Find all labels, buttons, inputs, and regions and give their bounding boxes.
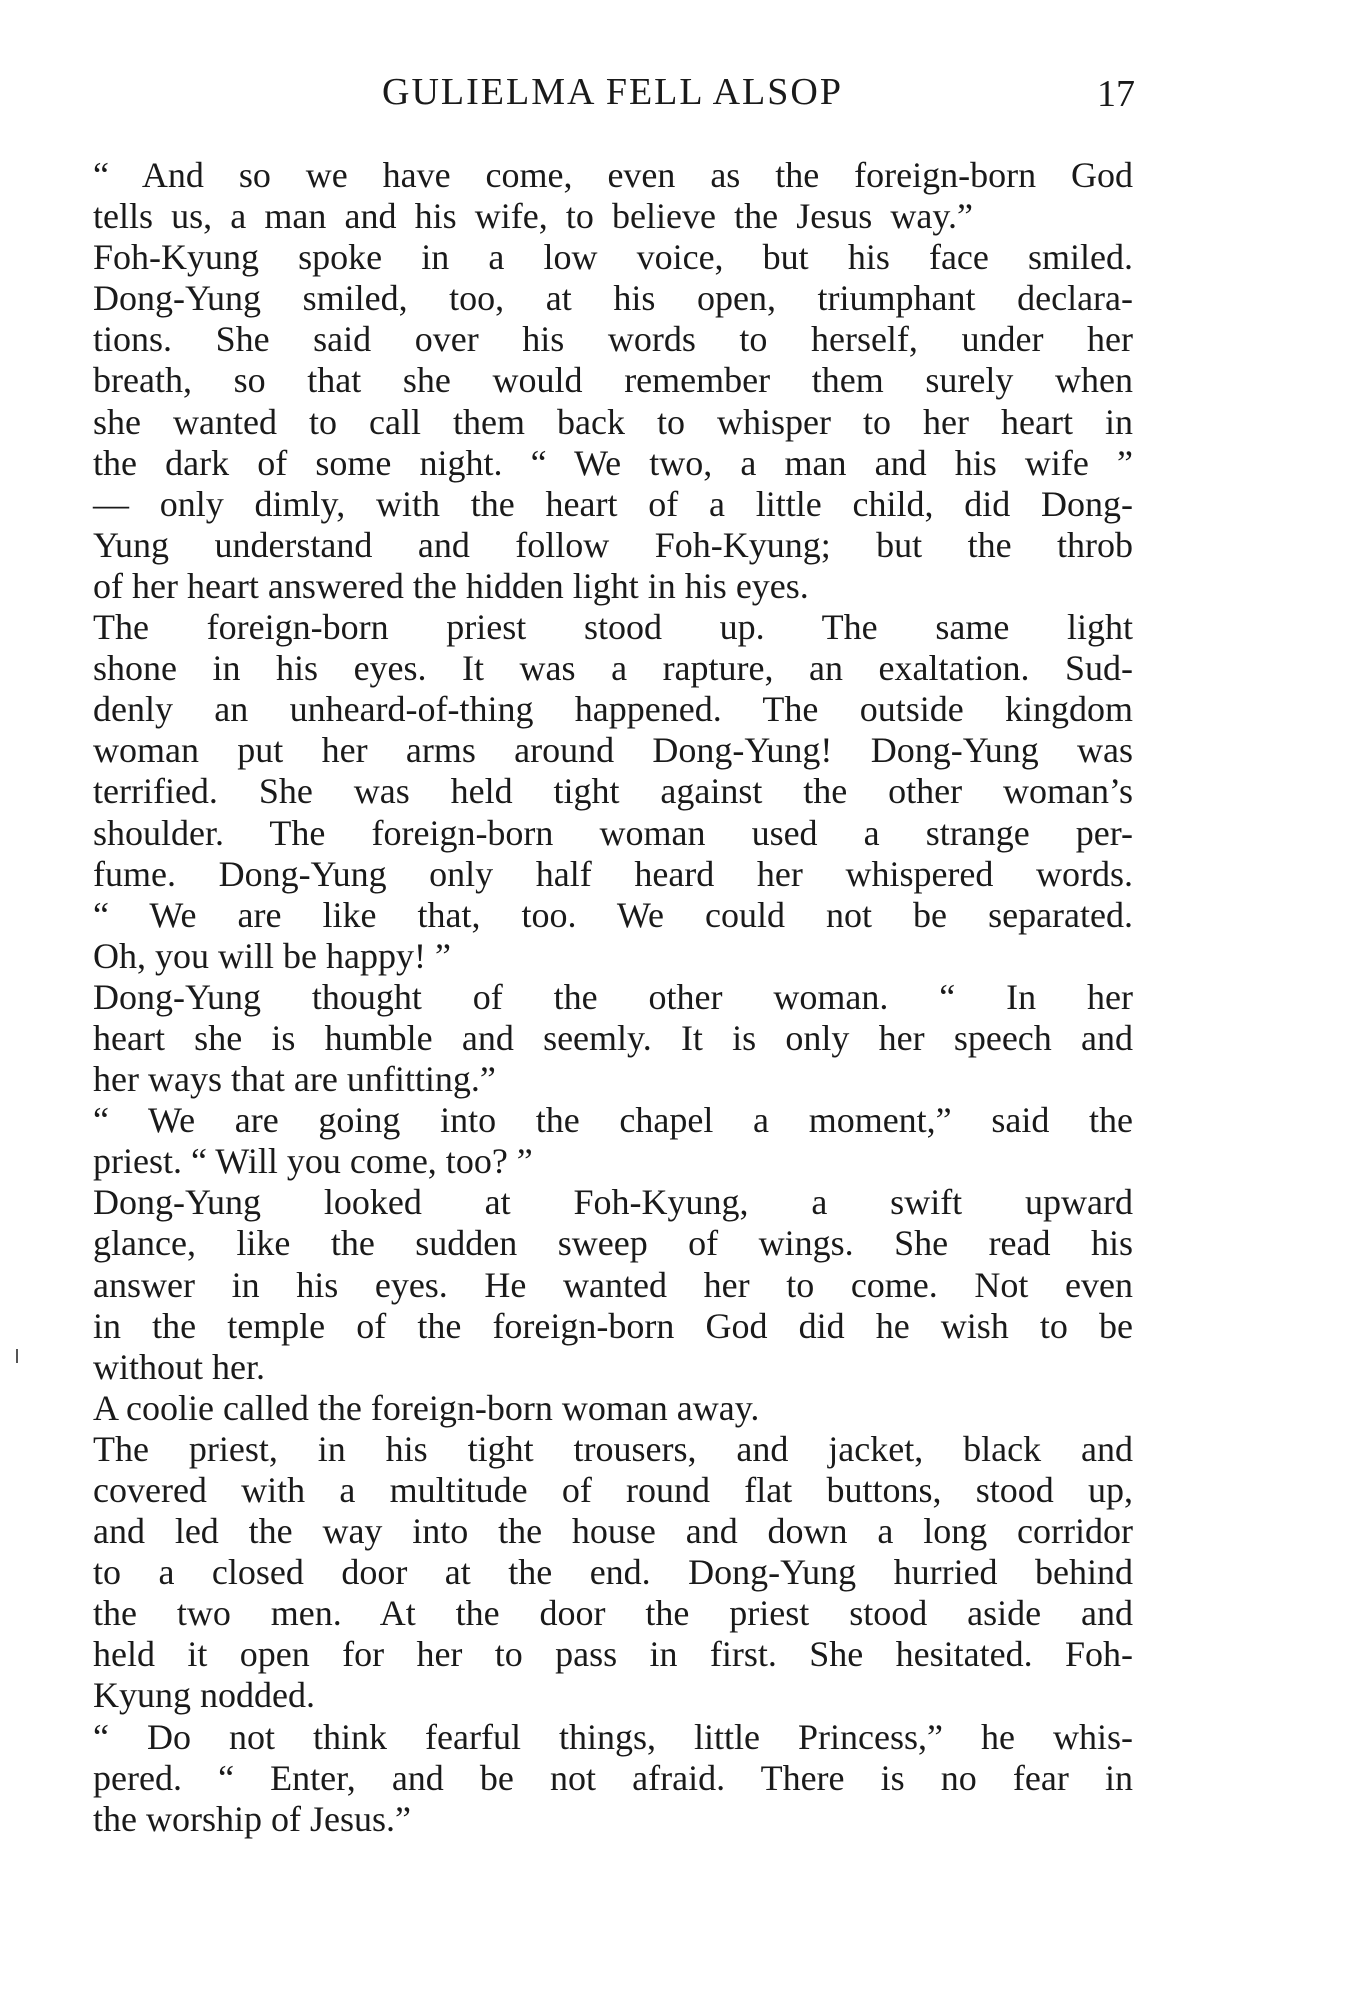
text-line: The priest, in his tight trousers, and jacket, black and xyxy=(93,1428,1133,1469)
text-line: heart she is humble and seemly. It is only her speech and xyxy=(93,1017,1133,1058)
text-line: terrified. She was held tight against the other woman’s xyxy=(93,771,1133,812)
page-number: 17 xyxy=(1097,73,1135,115)
text-line: fume. Dong-Yung only half heard her whispered words. xyxy=(93,853,1133,894)
text-line: Dong-Yung looked at Foh-Kyung, a swift upward xyxy=(93,1182,1133,1223)
text-line: “ We are like that, too. We could not be separated. xyxy=(93,894,1133,935)
text-line: she wanted to call them back to whisper to her heart in xyxy=(93,401,1133,442)
text-line: tions. She said over his words to herself, under her xyxy=(93,319,1133,360)
text-line: covered with a multitude of round flat buttons, stood up, xyxy=(93,1470,1133,1510)
text-line: priest. “ Will you come, too? ” xyxy=(93,1141,533,1182)
text-line: glance, like the sudden sweep of wings. She read his xyxy=(93,1223,1133,1264)
text-line: “ Do not think fearful things, little Princess,” he whis- xyxy=(93,1716,1133,1757)
text-line: — only dimly, with the heart of a little child, did Dong- xyxy=(93,483,1133,524)
margin-mark xyxy=(16,1349,18,1363)
text-line: the worship of Jesus.” xyxy=(93,1798,411,1839)
text-line: Oh, you will be happy! ” xyxy=(93,935,451,976)
text-line: Yung understand and follow Foh-Kyung; but the throb xyxy=(93,524,1133,565)
text-line: in the temple of the foreign-born God did he wish to be xyxy=(93,1305,1133,1346)
text-line: to a closed door at the end. Dong-Yung hurried behind xyxy=(93,1552,1133,1593)
text-line: answer in his eyes. He wanted her to come. Not even xyxy=(93,1264,1133,1305)
text-line: shoulder. The foreign-born woman used a strange per- xyxy=(93,812,1133,853)
text-line: Kyung nodded. xyxy=(93,1675,315,1716)
text-line: shone in his eyes. It was a rapture, an exaltation. Sud- xyxy=(93,648,1133,689)
text-line: A coolie called the foreign-born woman away. xyxy=(93,1387,760,1428)
body-text xyxy=(93,155,1133,1840)
text-line: the dark of some night. “ We two, a man and his wife ” xyxy=(93,442,1133,483)
text-line: held it open for her to pass in first. She hesitated. Foh- xyxy=(93,1634,1133,1675)
text-line: woman put her arms around Dong-Yung! Dong-Yung was xyxy=(93,730,1133,771)
text-line: without her. xyxy=(93,1346,265,1387)
text-line: of her heart answered the hidden light in his eyes. xyxy=(93,565,809,606)
text-line: Dong-Yung smiled, too, at his open, triumphant declara- xyxy=(93,278,1133,319)
text-line: and led the way into the house and down a long corridor xyxy=(93,1511,1133,1552)
text-line: Foh-Kyung spoke in a low voice, but his face smiled. xyxy=(93,237,1133,278)
running-title: GULIELMA FELL ALSOP xyxy=(382,71,843,113)
text-line: denly an unheard-of-thing happened. The outside kingdom xyxy=(93,689,1133,730)
text-line: “ And so we have come, even as the foreign-born God xyxy=(93,155,1133,195)
text-line: breath, so that she would remember them surely when xyxy=(93,360,1133,401)
text-line: “ We are going into the chapel a moment,” said the xyxy=(93,1100,1133,1141)
text-line: The foreign-born priest stood up. The same light xyxy=(93,607,1133,648)
text-line: pered. “ Enter, and be not afraid. There is no fear in xyxy=(93,1757,1133,1798)
text-line: tells us, a man and his wife, to believe the Jesus way.” xyxy=(93,196,973,237)
text-line: the two men. At the door the priest stood aside and xyxy=(93,1593,1133,1634)
text-line: her ways that are unfitting.” xyxy=(93,1059,496,1100)
running-head xyxy=(90,70,1135,130)
text-line: Dong-Yung thought of the other woman. “ In her xyxy=(93,976,1133,1017)
